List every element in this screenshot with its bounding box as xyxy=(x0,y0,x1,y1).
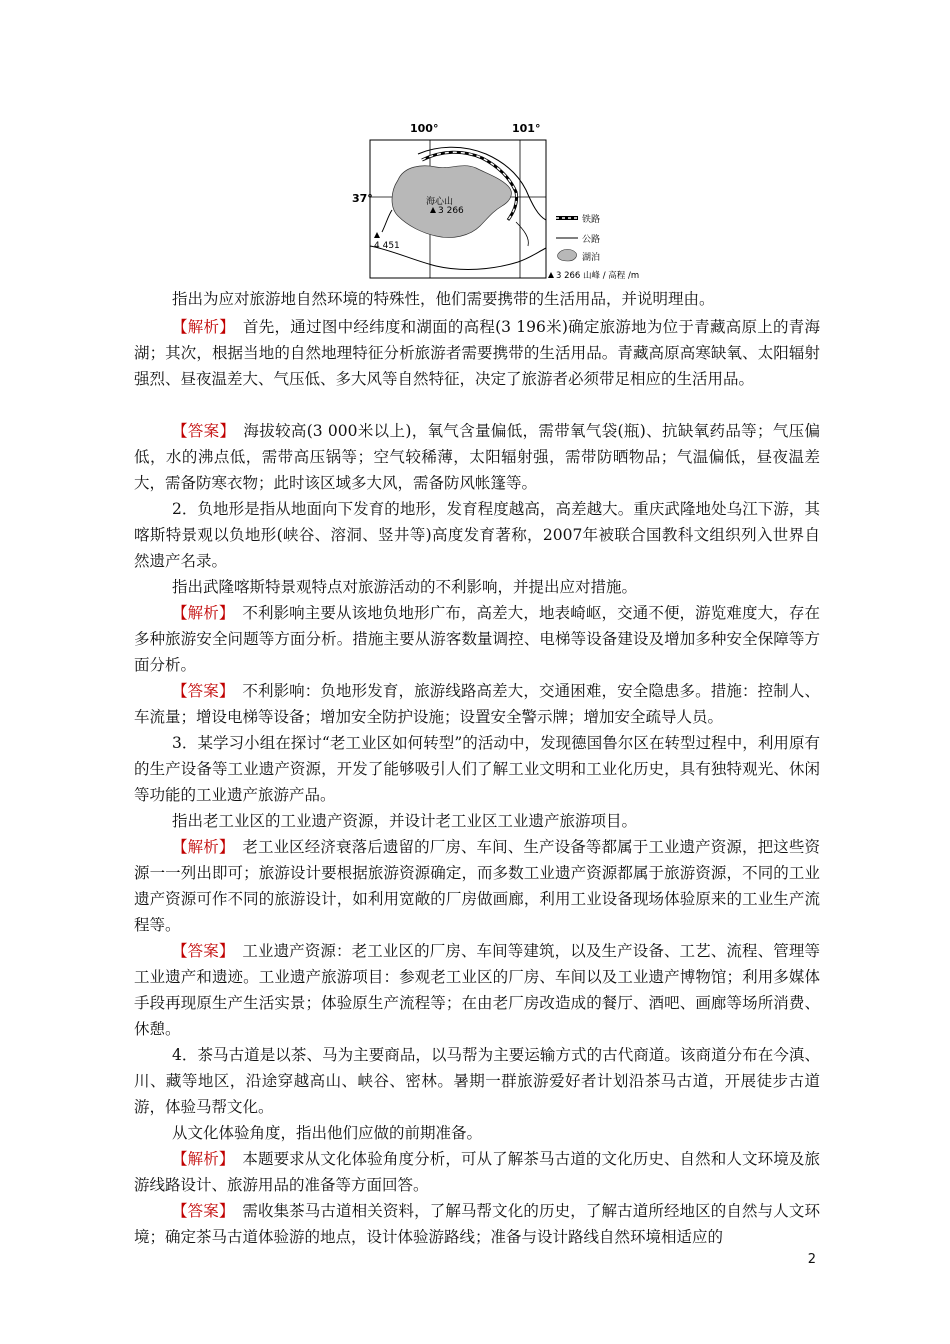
legend-lake-symbol xyxy=(558,249,577,261)
question-1-analysis xyxy=(134,314,820,392)
question-3-stem xyxy=(134,730,820,808)
question-1-prompt-text: 指出为应对旅游地自然环境的特殊性，他们需要携带的生活用品，并说明理由。 xyxy=(172,290,715,308)
answer-tag: 【答案】 xyxy=(172,422,228,440)
question-4-prompt xyxy=(134,1120,820,1146)
answer-tag: 【答案】 xyxy=(172,942,227,960)
island-elevation: 3 266 xyxy=(438,206,464,216)
map-legend xyxy=(548,213,639,281)
analysis-tag: 【解析】 xyxy=(172,318,228,336)
river xyxy=(516,222,528,246)
question-4-stem-text: 4．茶马古道是以茶、马为主要商品，以马帮为主要运输方式的古代商道。该商道分布在今滇、川、藏等地区，沿途穿越高山、峡谷、密林。暑期一群旅游爱好者计划沿茶马古道，开展徒步古道游，体验马帮文化。 xyxy=(134,1046,820,1116)
question-4-prompt-text: 从文化体验角度，指出他们应做的前期准备。 xyxy=(172,1124,483,1142)
legend-peak-symbol xyxy=(548,272,554,278)
page-number: 2 xyxy=(807,1252,816,1267)
question-4-answer xyxy=(134,1198,820,1250)
question-4-answer-text: 需收集茶马古道相关资料，了解马帮文化的历史，了解古道所经地区的自然与人文环境；确定茶马古道体验游的地点，设计体验游路线；准备与设计路线自然环境相适应的 xyxy=(134,1202,820,1246)
legend-road-label: 公路 xyxy=(582,235,601,245)
question-4-stem xyxy=(134,1042,820,1120)
qinghai-lake-map xyxy=(352,120,648,282)
analysis-tag: 【解析】 xyxy=(172,838,227,856)
lon-label-100: 100° xyxy=(410,122,439,135)
island-name: 海心山 xyxy=(426,197,454,207)
road-west xyxy=(382,210,392,232)
question-3-answer xyxy=(134,938,820,1042)
peak-elevation: 4 451 xyxy=(374,241,400,251)
question-2-answer-text: 不利影响：负地形发育，旅游线路高差大，交通困难，安全隐患多。措施：控制人、车流量；增设电梯等设备；增加安全防护设施；设置安全警示牌；增加安全疏导人员。 xyxy=(134,682,820,726)
lat-label-37: 37° xyxy=(352,192,373,205)
peak-marker xyxy=(374,232,380,238)
answer-tag: 【答案】 xyxy=(172,1202,227,1220)
question-4-analysis-text: 本题要求从文化体验角度分析，可从了解茶马古道的文化历史、自然和人文环境及旅游线路设计、旅游用品的准备等方面回答。 xyxy=(134,1150,820,1194)
question-3-analysis-text: 老工业区经济衰落后遗留的厂房、车间、生产设备等都属于工业遗产资源，把这些资源一一列出即可；旅游设计要根据旅游资源确定，而多数工业遗产资源都属于旅游资源，不同的工业遗产资源可作不同的旅游设计，如利用宽敞的厂房做画廊，利用工业设备现场体验原来的工业生产流程等。 xyxy=(134,838,820,934)
legend-peak-label: 3 266 山峰 / 高程 /m xyxy=(556,271,640,281)
question-2-analysis-text: 不利影响主要从该地负地形广布，高差大，地表崎岖，交通不便，游览难度大，存在多种旅游安全问题等方面分析。措施主要从游客数量调控、电梯等设备建设及增加多种安全保障等方面分析。 xyxy=(134,604,820,674)
question-1-analysis-text: 首先，通过图中经纬度和湖面的高程(3 196米)确定旅游地为位于青藏高原上的青海湖；其次，根据当地的自然地理特征分析旅游者需要携带的生活用品。青藏高原高寒缺氧、太阳辐射强烈、昼夜温差大、气压低、多大风等自然特征，决定了旅游者必须带足相应的生活用品。 xyxy=(134,318,820,388)
question-2-stem-text: 2．负地形是指从地面向下发育的地形，发育程度越高，高差越大。重庆武隆地处乌江下游，其喀斯特景观以负地形(峡谷、溶洞、竖井等)高度发育著称，2007年被联合国教科文组织列入世界自然遗产名录。 xyxy=(134,500,820,570)
question-3-analysis xyxy=(134,834,820,938)
question-1-prompt xyxy=(134,286,820,312)
question-1-answer xyxy=(134,418,820,496)
question-1-answer-text: 海拔较高(3 000米以上)，氧气含量偏低，需带氧气袋(瓶)、抗缺氧药品等；气压偏低，水的沸点低，需带高压锅等；空气较稀薄，太阳辐射强，需带防晒物品；气温偏低，昼夜温差大，需备防寒衣物；此时该区域多大风，需备防风帐篷等。 xyxy=(134,422,820,492)
question-2-analysis xyxy=(134,600,820,678)
answer-tag: 【答案】 xyxy=(172,682,227,700)
question-4-analysis xyxy=(134,1146,820,1198)
legend-lake-label: 湖泊 xyxy=(582,253,601,263)
analysis-tag: 【解析】 xyxy=(172,1150,227,1168)
question-3-answer-text: 工业遗产资源：老工业区的厂房、车间等建筑，以及生产设备、工艺、流程、管理等工业遗产和遗迹。工业遗产旅游项目：参观老工业区的厂房、车间以及工业遗产博物馆；利用多媒体手段再现原生产生活实景；体验原生产流程等；在由老厂房改造成的餐厅、酒吧、画廊等场所消费、休憩。 xyxy=(134,942,820,1038)
legend-railway-label: 铁路 xyxy=(582,215,601,225)
question-2-stem xyxy=(134,496,820,574)
question-2-prompt xyxy=(134,574,820,600)
question-2-answer xyxy=(134,678,820,730)
question-2-prompt-text: 指出武隆喀斯特景观特点对旅游活动的不利影响，并提出应对措施。 xyxy=(172,578,638,596)
analysis-tag: 【解析】 xyxy=(172,604,227,622)
question-3-stem-text: 3．某学习小组在探讨“老工业区如何转型”的活动中，发现德国鲁尔区在转型过程中，利用原有的生产设备等工业遗产资源，开发了能够吸引人们了解工业文明和工业化历史，具有独特观光、休闲等功能的工业遗产旅游产品。 xyxy=(134,734,820,804)
question-3-prompt-text: 指出老工业区的工业遗产资源，并设计老工业区工业遗产旅游项目。 xyxy=(172,812,638,830)
lon-label-101: 101° xyxy=(512,122,541,135)
question-3-prompt xyxy=(134,808,820,834)
